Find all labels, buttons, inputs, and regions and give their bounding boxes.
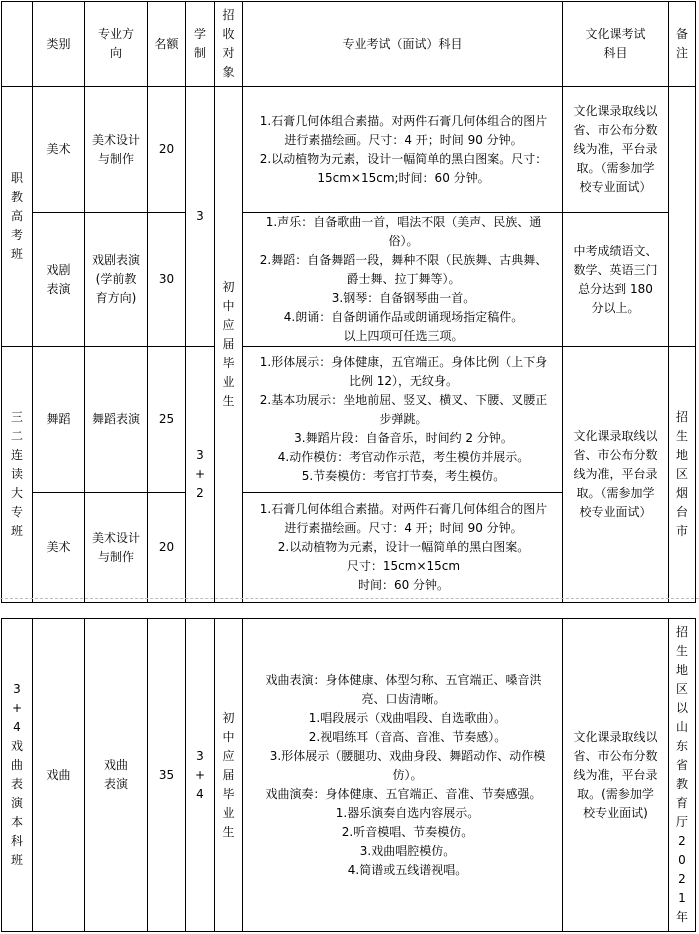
header-row: [2, 2, 696, 87]
exam-line: 1.唱段展示（戏曲唱段、自选歌曲）。: [308, 710, 507, 725]
exam-line: 4.朗诵：自备朗诵作品或朗诵现场指定稿件。: [283, 310, 524, 324]
exam-line: 3.形体展示（腰腿功、戏曲身段、舞蹈动作、动作模仿）。: [269, 748, 546, 782]
exam-line: 1.器乐演奏自选内容展示。: [335, 805, 480, 820]
exam-line: 1.形体展示：身体健康，五官端正。身体比例（上下身比例 12），无纹身。: [259, 355, 548, 388]
exam-line: 3.戏曲唱腔模仿。: [359, 843, 456, 858]
remark-cell: 招生地区烟台市: [669, 347, 696, 603]
exam-line: 2.以动植物为元素，设计一幅简单的黑白图案。: [277, 540, 530, 554]
exam-cell: [243, 347, 563, 493]
exam-line: 2.视唱练耳（音高、音准、节奏感）。: [308, 729, 507, 744]
exam-cell: [243, 87, 563, 213]
header-years: 学制: [186, 2, 215, 87]
exam-line: 1.石膏几何体组合素描。对两件石膏几何体组合的图片进行素描绘画。尺寸：4 开；时间 90 分钟。: [259, 502, 548, 535]
exam-line: 4.动作模仿：考官动作示范，考生模仿并展示。: [277, 450, 530, 464]
exam-line: 时间：60 分钟。: [357, 578, 450, 592]
header-quota: 名额: [148, 2, 186, 87]
header-remark: 备注: [669, 2, 696, 87]
culture-cell: 文化课录取线以省、市公布分数线为准，平台录取。（需参加学校专业面试）: [563, 347, 669, 603]
culture-cell: 文化课录取线以省、市公布分数线为准，平台录取。(需参加学校专业面试): [563, 619, 669, 932]
table-row: [2, 619, 696, 932]
major-cell: 戏曲表演: [85, 619, 148, 932]
exam-line: 1.石膏几何体组合素描。对两件石膏几何体组合的图片进行素描绘画。尺寸：4 开；时间 90 分钟。: [259, 113, 548, 147]
category-cell: 舞蹈: [33, 347, 85, 493]
major-cell: 舞蹈表演: [85, 347, 148, 493]
table-row: [2, 87, 696, 213]
category-cell: 戏曲: [33, 619, 85, 932]
exam-line: 以上四项可任选三项。: [343, 329, 464, 343]
exam-line: 尺寸：15cm×15cm: [346, 559, 461, 573]
target-cell: 初中应届毕业生: [215, 619, 243, 932]
exam-line: 3.钢琴：自备钢琴曲一首。: [331, 291, 476, 305]
header-category: 类别: [33, 2, 85, 87]
group-label: 三二连读大专班: [2, 347, 33, 603]
major-cell: 戏剧表演(学前教育方向): [85, 213, 148, 347]
exam-line: 5.节奏模仿：考官打节奏，考生模仿。: [301, 469, 506, 483]
culture-cell: 文化课录取线以省、市公布分数线为准，平台录取。（需参加学校专业面试）: [563, 87, 669, 213]
exam-line: 2.舞蹈：自备舞蹈一段，舞种不限（民族舞、古典舞、爵士舞、拉丁舞等）。: [259, 253, 548, 286]
quota-cell: 20: [148, 87, 186, 213]
page-break: [0, 598, 699, 619]
years-cell: 3+4: [186, 619, 215, 932]
quota-cell: 20: [148, 493, 186, 603]
category-cell: 美术: [33, 493, 85, 603]
exam-cell: [243, 213, 563, 347]
header-target: 招收对象: [215, 2, 243, 87]
header-exam: 专业考试（面试）科目: [243, 2, 563, 87]
major-cell: 美术设计与制作: [85, 493, 148, 603]
exam-line: 1.声乐：自备歌曲一首，唱法不限（美声、民族、通俗）。: [265, 215, 542, 248]
group-label: 3+4戏曲表演本科班: [2, 619, 33, 932]
years-cell: 3+2: [186, 347, 215, 603]
header-culture: 文化课考试科目: [563, 2, 669, 87]
exam-line: 戏曲演奏：身体健康、五官端正、音准、节奏感强。: [265, 786, 542, 801]
exam-cell: [243, 493, 563, 603]
header-major: 专业方向: [85, 2, 148, 87]
remark-cell: 招生地区以山东省教育厅2021年: [669, 619, 696, 932]
exam-cell: [243, 619, 563, 932]
exam-line: 3.舞蹈片段：自备音乐，时间约 2 分钟。: [294, 431, 513, 445]
quota-cell: 30: [148, 213, 186, 347]
exam-line: 4.简谱或五线谱视唱。: [347, 862, 468, 877]
enrollment-table-1: [1, 1, 696, 603]
culture-cell: 中考成绩语文、数学、英语三门总分达到 180 分以上。: [563, 213, 669, 347]
enrollment-table-2: [1, 618, 696, 932]
group-label: 职教高考班: [2, 87, 33, 347]
target-cell: 初中应届毕业生: [215, 87, 243, 603]
major-cell: 美术设计与制作: [85, 87, 148, 213]
quota-cell: 35: [148, 619, 186, 932]
exam-line: 2.基本功展示：坐地前屈、竖叉、横叉、下腰、叉腰正步弹跳。: [259, 393, 548, 426]
years-cell: 3: [186, 87, 215, 347]
category-cell: 美术: [33, 87, 85, 213]
table-row: [2, 213, 696, 347]
exam-line: 2.以动植物为元素，设计一幅简单的黑白图案。尺寸：15cm×15cm;时间：60 分钟。: [259, 151, 548, 185]
quota-cell: 25: [148, 347, 186, 493]
table-row: [2, 347, 696, 493]
exam-line: 2.听音模唱、节奏模仿。: [341, 824, 474, 839]
category-cell: 戏剧表演: [33, 213, 85, 347]
exam-line: 戏曲表演：身体健康、体型匀称、五官端正、嗓音洪亮、口齿清晰。: [265, 672, 542, 706]
